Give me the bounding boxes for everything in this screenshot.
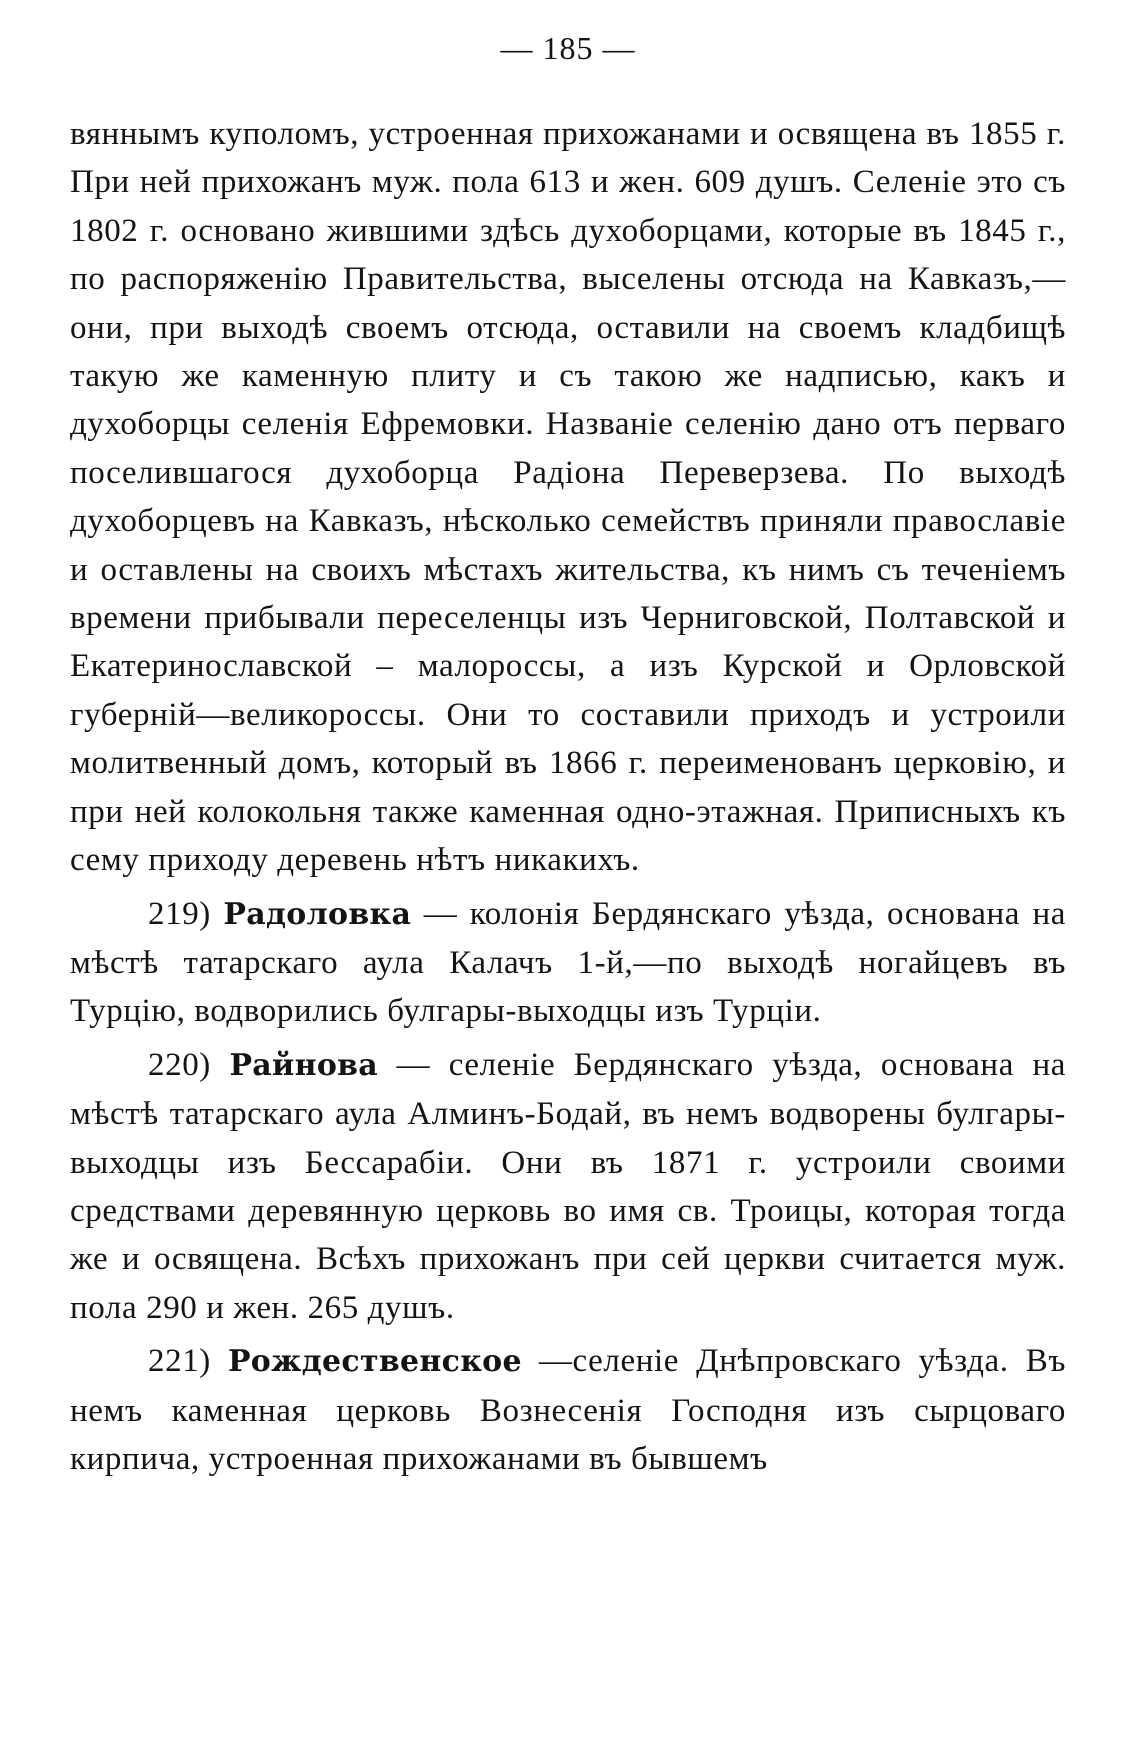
entry-headword: Райнова bbox=[229, 1047, 379, 1083]
entry-text: —селеніе Днѣпровскаго уѣзда. Въ немъ каменная церковь Вознесенія Господня изъ сырцоваго кирпича, устроенная прихожанами въ бывшемъ bbox=[70, 1343, 1066, 1477]
entry-text: — селеніе Бердянскаго уѣзда, основана на мѣстѣ татарскаго аула Алминъ-Бодай, въ немъ водворены булгары-выходцы изъ Бессарабіи. Они въ 1871 г. устроили своими средствами деревянную церковь во имя св. Троицы, которая тогда же и освящена. Всѣхъ прихожанъ при сей церкви считается муж. пола 290 и жен. 265 душъ. bbox=[70, 1046, 1066, 1326]
entry-219 bbox=[70, 890, 1066, 1036]
entry-text: — колонія Бердянскаго уѣзда, основана на мѣстѣ татарскаго аула Калачъ 1-й,—по выходѣ ногайцевъ въ Турцію, водворились булгары-выходцы изъ Турціи. bbox=[70, 895, 1066, 1030]
intro-paragraph: вяннымъ куполомъ, устроенная прихожанами и освящена въ 1855 г. При ней прихожанъ муж. пола 613 и жен. 609 душъ. Селеніе это съ 1802 г. основано жившими здѣсь духоборцами, которые въ 1845 г., по распоряженію Правительства, выселены отсюда на Кавказъ,—они, при выходѣ своемъ отсюда, оставили на своемъ кладбищѣ такую же каменную плиту и съ такою же надписью, какъ и духоборцы селенія Ефремовки. Названіе селенію дано отъ перваго поселившагося духоборца Радіона Переверзева. По выходѣ духоборцевъ на Кавказъ, нѣсколько семействъ приняли православіе и оставлены на своихъ мѣстахъ жительства, къ нимъ съ теченіемъ времени прибывали переселенцы изъ Черниговской, Полтавской и Екатеринославской – малороссы, а изъ Курской и Орловской губерній—великороссы. Они то составили приходъ и устроили молитвенный домъ, который въ 1866 г. переименованъ церковію, и при ней колокольня также каменная одно-этажная. Приписныхъ къ сему приходу деревень нѣтъ никакихъ. bbox=[70, 116, 1066, 879]
page-number: — 185 — bbox=[500, 30, 636, 66]
entry-220 bbox=[70, 1041, 1066, 1332]
entry-221 bbox=[70, 1337, 1066, 1483]
document-page bbox=[70, 28, 1066, 1728]
entry-number: 221) bbox=[148, 1343, 211, 1380]
entry-headword: Радоловка bbox=[223, 896, 412, 932]
entry-headword: Рождественское bbox=[227, 1344, 522, 1380]
entry-number: 219) bbox=[148, 895, 211, 932]
entry-number: 220) bbox=[148, 1046, 211, 1083]
